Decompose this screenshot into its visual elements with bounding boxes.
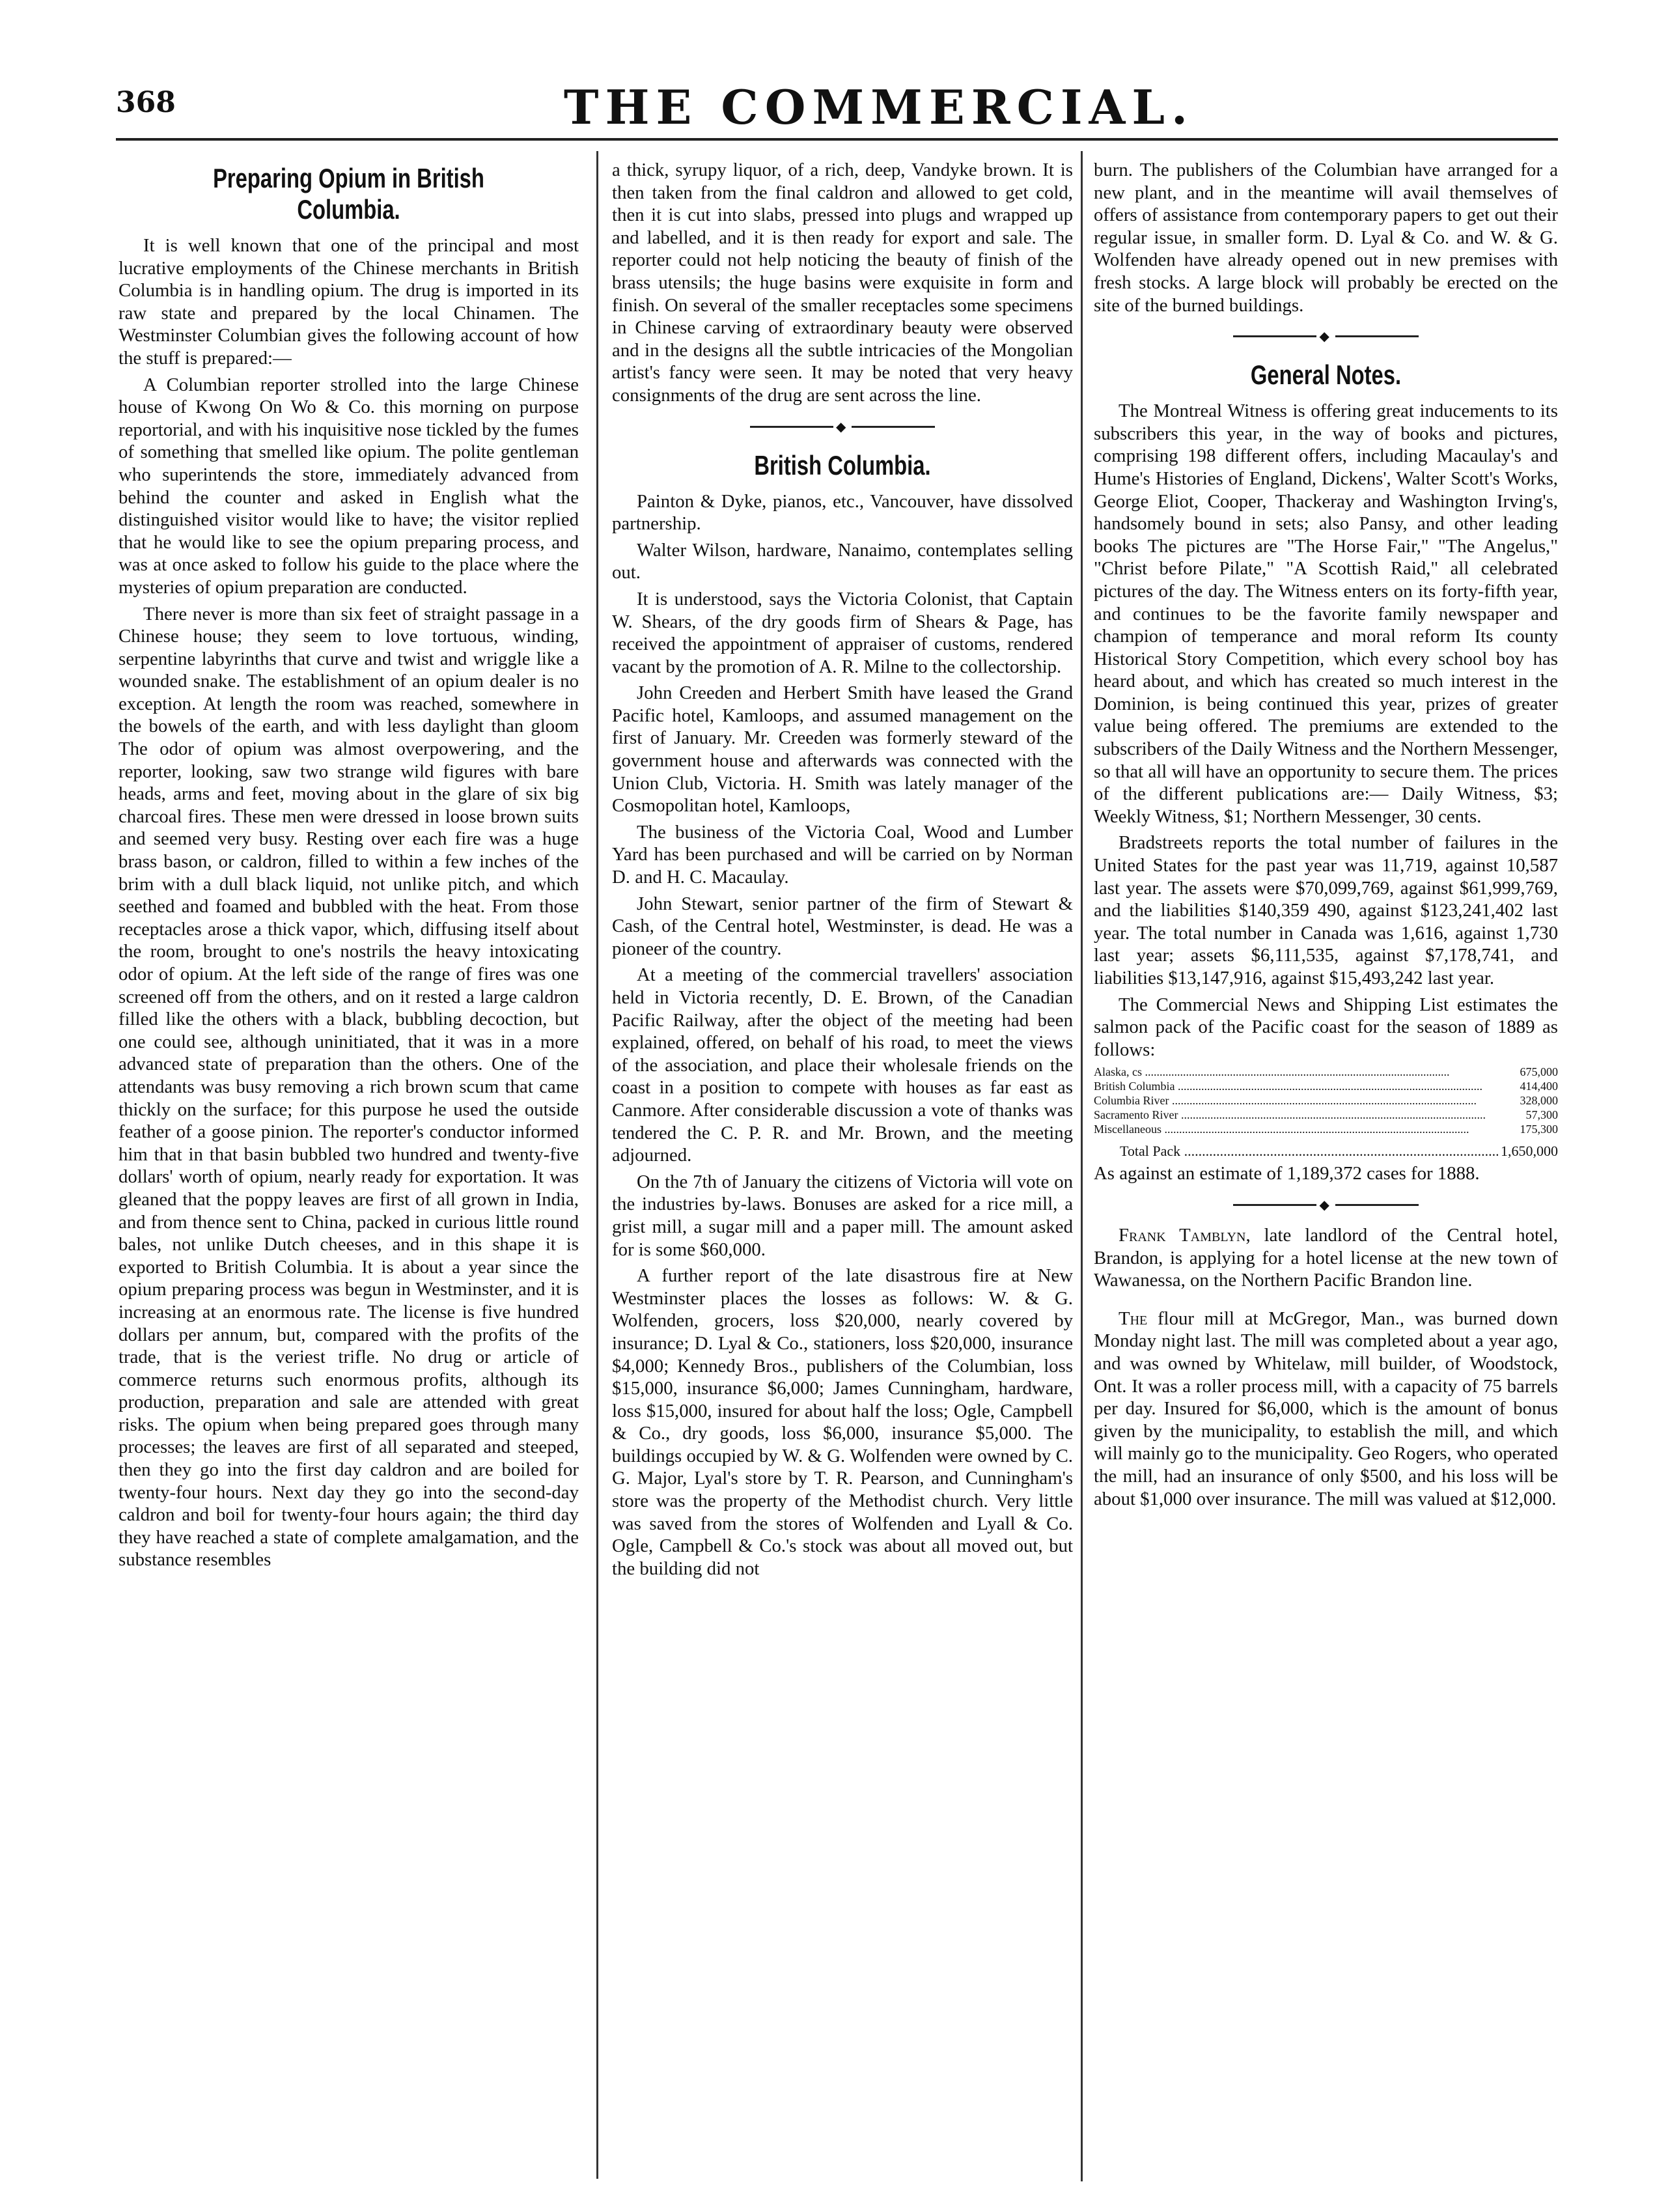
table-total-row	[1094, 1144, 1558, 1158]
row-name: Columbia River .....	[1094, 1093, 1518, 1108]
table-row	[1094, 1108, 1558, 1122]
news-item	[1094, 1224, 1558, 1292]
row-name: British Columbia .....	[1094, 1079, 1518, 1093]
news-item: At a meeting of the commercial travellers' association held in Victoria recently, D. E. Brown, of the Canadian Pacific Railway, after the object of the meeting had been explained, offered, on behalf of his road, to meet the views of the association, and place their wholesale friends on the coast in a position to compete with houses as far east as Canmore. After considerable discussion a vote of thanks was tendered the C. P. R. and Mr. Brown, and the meeting adjourned.	[612, 964, 1073, 1166]
diamond-ornament-icon: ◆	[1319, 1196, 1329, 1212]
salmon-pack-table	[1094, 1065, 1558, 1158]
row-value: 175,300	[1520, 1123, 1558, 1136]
news-item-body: flour mill at McGregor, Man., was burned down Monday night last. The mill was completed about a year ago, and was owned by Whitelaw, mill builder, of Woodstock, Ont. It was a roller process mill, with a capacity of 75 barrels per day. Insured for $6,000, which is the amount of bonus given by the municipality, to establish the mill, and which will mainly go to the municipality. Geo Rogers, who operated the mill, had an insurance of only $500, and his loss will be about $1,000 over insurance. The mill was valued at $12,000.	[1094, 1308, 1558, 1509]
section-title-british-columbia: British Columbia.	[754, 449, 931, 481]
page-number: 368	[116, 86, 176, 119]
column-rule-2	[1081, 151, 1083, 2181]
table-row	[1094, 1093, 1558, 1108]
column-rule-1	[596, 151, 598, 2179]
table-row	[1094, 1065, 1558, 1079]
table-row	[1094, 1122, 1558, 1136]
column-1	[118, 159, 579, 1575]
section-divider	[1094, 329, 1558, 343]
news-item: Painton & Dyke, pianos, etc., Vancouver, have dissolved partnership.	[612, 490, 1073, 535]
news-item: As against an estimate of 1,189,372 cases for 1888.	[1094, 1163, 1480, 1184]
news-item: Walter Wilson, hardware, Nanaimo, contemplates selling out.	[612, 539, 1073, 583]
news-item-lead: Frank Tamblyn,	[1119, 1224, 1251, 1246]
news-item-lead: The	[1119, 1308, 1148, 1329]
column-2	[612, 159, 1073, 1584]
article-paragraph: burn. The publishers of the Columbian have arranged for a new plant, and in the meantime will avail themselves of offers of assistance from contemporary papers to get out their regular issue, in smaller form. D. Lyal & Co. and W. & G. Wolfenden have already opened out in new premises with fresh stocks. A large block will probably be erected on the site of the burned buildings.	[1094, 160, 1558, 316]
row-name: Total Pack .....	[1094, 1144, 1498, 1158]
news-item: The business of the Victoria Coal, Wood and Lumber Yard has been purchased and will be carried on by Norman D. and H. C. Macaulay.	[612, 821, 1073, 888]
news-item: The Commercial News and Shipping List estimates the salmon pack of the Pacific coast for the season of 1889 as follows:	[1094, 994, 1558, 1060]
news-item: The Montreal Witness is offering great inducements to its subscribers this year, in the way of books and pictures, comprising 198 different offers, including Macaulay's and Hume's Histories of England, Dickens', Walter Scott's Works, George Eliot, Cooper, Thackeray and Washington Irving's, handsomely bound in sets; also Pansy, and other leading books The pictures are "The Horse Fair," "The Angelus," "Christ before Pilate," "A Scottish Raid," all celebrated pictures of the day. The Witness enters on its forty-fifth year, and continues to be the favorite family newspaper and champion of temperance and moral reform Its county Historical Story Competition, which every school boy has heard about, and which has created so much interest in the Dominion, is being continued this year, prizes of greater value being offered. The premiums are extended to the subscribers of the Daily Witness and the Northern Messenger, so that all will have an opportunity to secure them. The prices of the different publications are:— Daily Witness, $3; Weekly Witness, $1; Northern Messenger, 30 cents.	[1094, 400, 1558, 827]
header-rule	[116, 138, 1558, 141]
article-title-opium: Preparing Opium in British Columbia.	[213, 163, 484, 225]
row-value: 675,000	[1520, 1065, 1558, 1079]
article-paragraph: A Columbian reporter strolled into the large Chinese house of Kwong On Wo & Co. this morning on purpose reportorial, and with his inquisitive nose tickled by the fumes of something that smelled like opium. The polite gentleman who superintends the store, immediately advanced from behind the counter and asked in English what the distinguished visitor would like to have; the visitor replied that he would like to see the opium preparing process, and was at once asked to follow his guide to the place where the mysteries of opium preparation are conducted.	[118, 374, 579, 598]
row-name: Miscellaneous .....	[1094, 1122, 1518, 1136]
row-name: Alaska, cs .....	[1094, 1065, 1518, 1079]
section-divider	[1094, 1198, 1558, 1211]
row-value: 57,300	[1525, 1108, 1558, 1122]
row-value: 1,650,000	[1501, 1143, 1558, 1160]
article-paragraph: a thick, syrupy liquor, of a rich, deep, Vandyke brown. It is then taken from the final caldron and allowed to get cold, then it is cut into slabs, pressed into plugs and wrapped up and labelled, and it is then ready for export and sale. The reporter could not help noticing the beauty of finish of the brass utensils; the huge basins were exquisite in form and finish. On several of the smaller receptacles some specimens in Chinese carving of extraordinary beauty were observed and in the designs all the subtle intricacies of the Mongolian artist's fancy were seen. It may be noted that very heavy consignments of the drug are sent across the line.	[612, 160, 1073, 406]
row-value: 328,000	[1520, 1094, 1558, 1108]
section-title-general-notes: General Notes.	[1250, 359, 1402, 391]
column-3	[1094, 159, 1558, 1514]
news-item: A further report of the late disastrous fire at New Westminster places the losses as follows: W. & G. Wolfenden, grocers, loss $20,000, nearly covered by insurance; D. Lyal & Co., stationers, loss $20,000, insurance $4,000; Kennedy Bros., publishers of the Columbian, loss $15,000, insurance $6,000; James Cunningham, hardware, loss $15,000, insured for about half the loss; Ogle, Campbell & Co., dry goods, loss $6,000, insurance $5,000. The buildings occupied by W. & G. Wolfenden were owned by C. G. Major, Lyal's store by T. R. Pearson, and Cunningham's store was the property of the Methodist church. Very little was saved from the stores of Wolfenden and Lyall & Co. Ogle, Campbell & Co.'s stock was about all moved out, but the building did not	[612, 1265, 1073, 1579]
diamond-ornament-icon: ◆	[1319, 328, 1329, 344]
diamond-ornament-icon: ◆	[836, 418, 846, 434]
section-divider	[612, 420, 1073, 433]
news-item: John Stewart, senior partner of the firm of Stewart & Cash, of the Central hotel, Westminster, is dead. He was a pioneer of the country.	[612, 893, 1073, 959]
news-item: Bradstreets reports the total number of failures in the United States for the past year was 11,719, against 10,587 last year. The assets were $70,099,769, against $61,999,769, and the liabilities $140,359 490, against $123,241,402 last year. The total number in Canada was 1,616, against 1,730 last year; assets $6,111,535, against $7,178,741, and liabilities $13,147,916, against $15,493,242 last year.	[1094, 832, 1558, 988]
news-item: John Creeden and Herbert Smith have leased the Grand Pacific hotel, Kamloops, and assumed management on the first of January. Mr. Creeden was formerly steward of the government house and afterwards was connected with the Union Club, Victoria. H. Smith was lately manager of the Cosmopolitan hotel, Kamloops,	[612, 682, 1073, 817]
row-value: 414,400	[1520, 1080, 1558, 1093]
news-item-body: late landlord of the Central hotel, Brandon, is applying for a hotel license at the new town of Wawanessa, on the Northern Pacific Brandon line.	[1094, 1224, 1559, 1291]
table-row	[1094, 1079, 1558, 1093]
article-paragraph: There never is more than six feet of straight passage in a Chinese house; they seem to love tortuous, winding, serpentine labyrinths that curve and twist and wriggle like a wounded snake. The establishment of an opium dealer is no exception. At length the room was reached, somewhere in the bowels of the earth, and with less daylight than gloom The odor of opium was almost overpowering, and the reporter, looking, saw two strange wild figures with bare heads, arms and feet, moving about in the glare of six big charcoal fires. These men were dressed in loose brown suits and seemed very busy. Resting over each fire was a huge brass bason, or caldron, filled to within a few inches of the brim with a dull black liquid, not unlike pitch, and which seethed and foamed and bubbled with the heat. From those receptacles arose a thick vapor, which, diffusing itself about the room, brought to one's nostrils the heavy intoxicating odor of opium. At the left side of the range of fires was one screened off from the others, and on it rested a large caldron filled like the others with a black, bubbling decoction, but one could see, although uninitiated, that it was in a more advanced state of preparation than the others. One of the attendants was busy removing a rich brown scum that came thickly on the surface; for this purpose he used the outside feather of a goose pinion. The reporter's conductor informed him that in that basin bubbled two hundred and twenty-five dollars' worth of opium, nearly ready for exportation. It was gleaned that the poppy leaves are first of all grown in India, and from thence sent to China, packed in curious little round bales, not unlike Dutch cheeses, and in this shape it is exported to British Columbia. It is about a year since the opium preparing process was begun in Westminster, and it is increasing at an enormous rate. The license is five hundred dollars per annum, but, compared with the profits of the trade, that is the veriest trifle. No drug or article of commerce returns such enormous profits, although its production, preparation and sale are attended with great risks. The opium when being prepared goes through many processes; the leaves are first of all separated and steeped, then they go into the first day caldron and are boiled for twenty-four hours. Next day they go into the second-day caldron and boil for twenty-four hours again; the third day they have reached a state of complete amalgamation, and the substance resembles	[118, 603, 579, 1571]
news-item: On the 7th of January the citizens of Victoria will vote on the industries by-laws. Bonuses are asked for a rice mill, a grist mill, a sugar mill and a paper mill. The amount asked for is some $60,000.	[612, 1171, 1073, 1260]
article-paragraph: It is well known that one of the principal and most lucrative employments of the Chinese merchants in British Columbia is in handling opium. The drug is imported in its raw state and prepared by the local Chinamen. The Westminster Columbian gives the following account of how the stuff is prepared:—	[118, 235, 579, 369]
news-item: It is understood, says the Victoria Colonist, that Captain W. Shears, of the dry goods firm of Shears & Page, has received the appointment of appraiser of customs, rendered vacant by the promotion of A. R. Milne to the collectorship.	[612, 588, 1073, 677]
row-name: Sacramento River .....	[1094, 1108, 1523, 1122]
masthead: THE COMMERCIAL.	[563, 79, 1195, 135]
news-item	[1094, 1308, 1558, 1510]
